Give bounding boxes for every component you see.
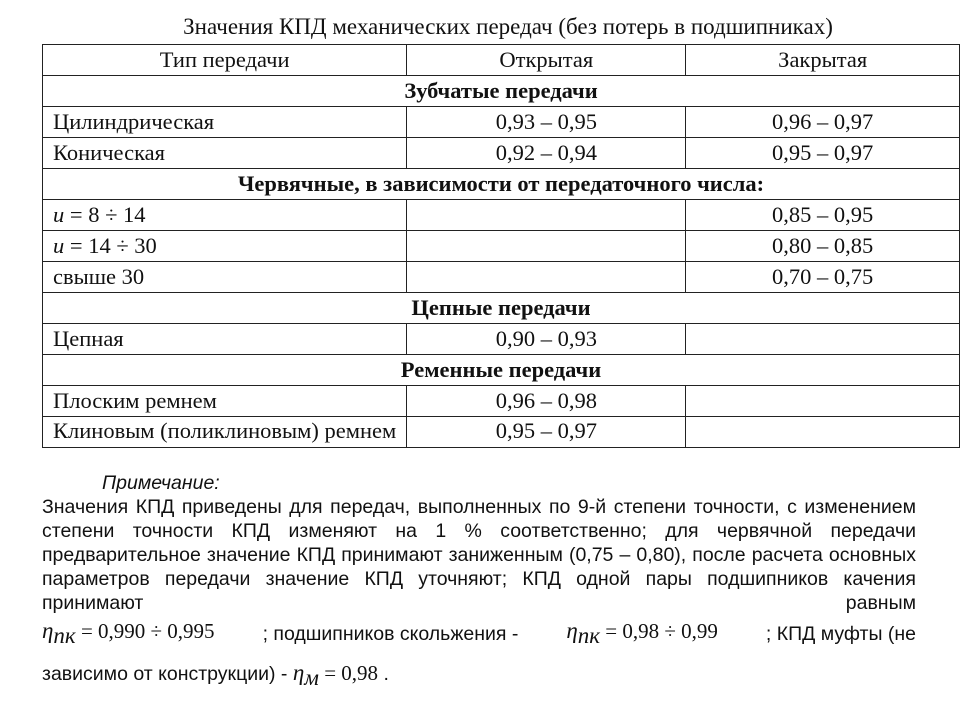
efficiency-table bbox=[42, 44, 960, 448]
row-type bbox=[43, 231, 407, 262]
row-open: 0,90 – 0,93 bbox=[407, 324, 686, 355]
row-closed bbox=[686, 324, 960, 355]
row-type: Коническая bbox=[43, 138, 407, 169]
section-worm: Червячные, в зависимости от передаточного числа: bbox=[43, 169, 960, 200]
ratio-symbol: u bbox=[53, 202, 65, 227]
eta-subscript: пк bbox=[577, 623, 601, 649]
section-row bbox=[43, 76, 960, 107]
row-type: Цепная bbox=[43, 324, 407, 355]
row-type: Цилиндрическая bbox=[43, 107, 407, 138]
row-open bbox=[407, 200, 686, 231]
table-row bbox=[43, 262, 960, 293]
row-type: Плоским ремнем bbox=[43, 386, 407, 417]
formula-value: = 0,990 ÷ 0,995 bbox=[75, 619, 215, 644]
table-row bbox=[43, 231, 960, 262]
table-header-row bbox=[43, 45, 960, 76]
table-row bbox=[43, 324, 960, 355]
row-type: Клиновым (поликлиновым) ремнем bbox=[43, 417, 407, 448]
eta-subscript: м bbox=[304, 665, 319, 691]
row-closed: 0,70 – 0,75 bbox=[686, 262, 960, 293]
section-row bbox=[43, 293, 960, 324]
eta-symbol: η bbox=[292, 660, 305, 685]
section-belt: Ременные передачи bbox=[43, 355, 960, 386]
row-open: 0,95 – 0,97 bbox=[407, 417, 686, 448]
section-row bbox=[43, 355, 960, 386]
row-closed bbox=[686, 386, 960, 417]
column-header-open: Открытая bbox=[407, 45, 686, 76]
eta-subscript: пк bbox=[53, 623, 76, 649]
row-open: 0,92 – 0,94 bbox=[407, 138, 686, 169]
section-row bbox=[43, 169, 960, 200]
note-block bbox=[42, 471, 916, 689]
note-body: Значения КПД приведены для передач, выполненных по 9-й степени точности, с изменением степени точности КПД изменяют на 1 % соответственно; для червячной передачи предварительное значение КПД принимают заниженным (0,75 – 0,80), после расчета основных параметров передачи значение КПД уточняют; КПД одной пары подшипников качения принимают равным bbox=[42, 496, 916, 614]
row-open bbox=[407, 231, 686, 262]
formula-line bbox=[42, 613, 916, 655]
ratio-range: = 14 ÷ 30 bbox=[64, 233, 157, 258]
column-header-closed: Закрытая bbox=[686, 45, 960, 76]
row-open: 0,96 – 0,98 bbox=[407, 386, 686, 417]
eta-symbol: η bbox=[42, 618, 54, 644]
eta-symbol: η bbox=[566, 618, 578, 644]
column-header-type: Тип передачи bbox=[43, 45, 407, 76]
table-row bbox=[43, 386, 960, 417]
row-type: свыше 30 bbox=[43, 262, 407, 293]
row-closed: 0,95 – 0,97 bbox=[686, 138, 960, 169]
note-text: ; подшипников скольжения - bbox=[262, 623, 519, 645]
row-closed: 0,85 – 0,95 bbox=[686, 200, 960, 231]
row-open: 0,93 – 0,95 bbox=[407, 107, 686, 138]
note-last-line bbox=[42, 657, 916, 689]
formula-value: = 0,98 ÷ 0,99 bbox=[600, 619, 718, 644]
note-text: зависимо от конструкции) - bbox=[42, 663, 288, 685]
table-row bbox=[43, 417, 960, 448]
bearing-sliding-formula bbox=[566, 619, 718, 648]
row-closed bbox=[686, 417, 960, 448]
row-closed: 0,96 – 0,97 bbox=[686, 107, 960, 138]
ratio-range: = 8 ÷ 14 bbox=[64, 202, 146, 227]
formula-value: = 0,98 bbox=[318, 661, 379, 685]
table-row bbox=[43, 107, 960, 138]
note-text: ; КПД муфты (не bbox=[765, 623, 916, 645]
row-open bbox=[407, 262, 686, 293]
ratio-symbol: u bbox=[53, 233, 65, 258]
table-row bbox=[43, 138, 960, 169]
note-text: . bbox=[383, 663, 389, 685]
section-gear: Зубчатые передачи bbox=[43, 76, 960, 107]
section-chain: Цепные передачи bbox=[43, 293, 960, 324]
table-row bbox=[43, 200, 960, 231]
row-type bbox=[43, 200, 407, 231]
page-title: Значения КПД механических передач (без потерь в подшипниках) bbox=[183, 14, 833, 39]
note-title: Примечание: bbox=[102, 472, 220, 494]
row-closed: 0,80 – 0,85 bbox=[686, 231, 960, 262]
bearing-rolling-formula bbox=[42, 619, 215, 648]
coupling-formula bbox=[292, 660, 379, 691]
